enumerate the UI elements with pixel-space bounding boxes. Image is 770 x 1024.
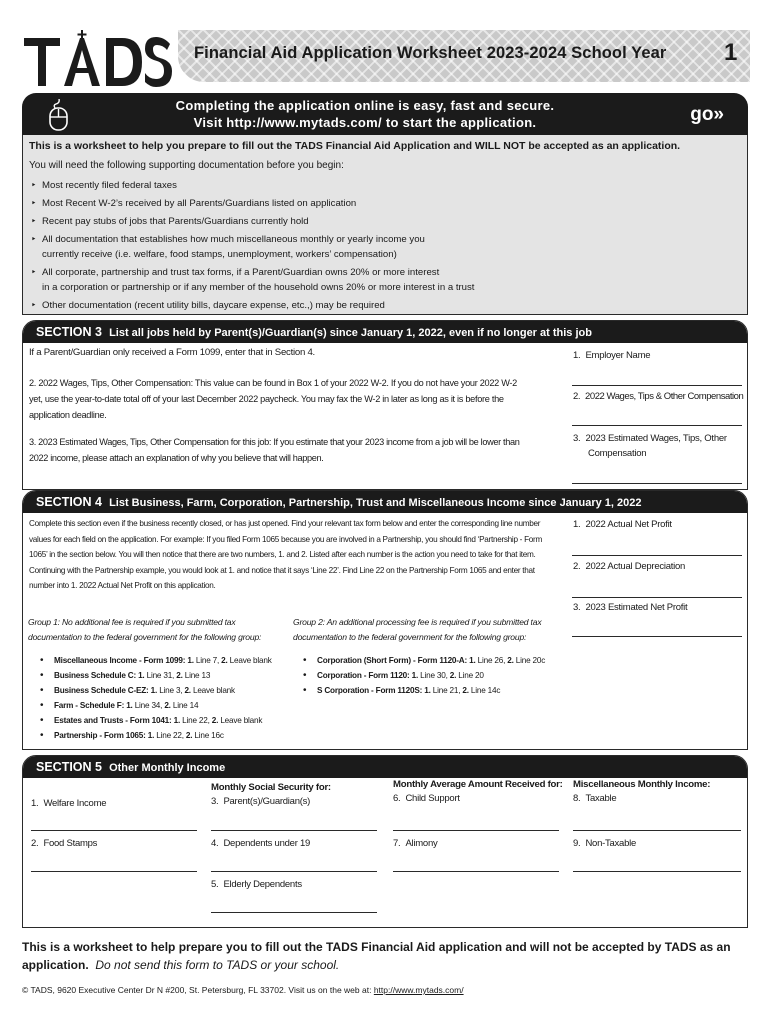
elderly-dependents-label: 5. Elderly Dependents xyxy=(211,879,302,890)
documentation-list xyxy=(29,178,474,316)
alimony-field[interactable] xyxy=(393,871,559,872)
section-5-title: Other Monthly Income xyxy=(109,762,226,774)
welfare-income-label: 1. Welfare Income xyxy=(31,798,107,809)
section-3-estimated-note: 3. 2023 Estimated Wages, Tips, Other Compensation for this job: If you estimate that your 2023 income from a job will be lower than 2022 income, please attach an explanation of why you believe that will happen. xyxy=(29,437,520,463)
tads-logo-graphic xyxy=(22,30,172,90)
taxable-field[interactable] xyxy=(573,830,741,831)
banner-line-1: Completing the application online is easy, fast and secure. xyxy=(175,98,555,113)
section-5 xyxy=(22,755,748,928)
wages-2023-field[interactable] xyxy=(572,483,742,484)
section-4-body xyxy=(23,513,747,750)
list-item: ‣ Recent pay stubs of jobs that Parents/Guardians currently hold xyxy=(29,214,474,229)
list-item: • S Corporation - Form 1120S: 1. Line 21, 2. Line 14c xyxy=(301,683,545,698)
list-item: ‣ Most recently filed federal taxes xyxy=(29,178,474,193)
section-3-number: SECTION 3 xyxy=(36,325,102,339)
list-item: ‣ All documentation that establishes how much miscellaneous monthly or yearly income you currently receive (i.e. welfare, food stamps, unemployment, workers’ compensation) xyxy=(29,232,474,262)
social-security-heading: Monthly Social Security for: xyxy=(211,782,331,793)
list-item: • Corporation - Form 1120: 1. Line 30, 2. Line 20 xyxy=(301,668,545,683)
page-title: Financial Aid Application Worksheet 2023-2024 School Year xyxy=(194,44,667,62)
depreciation-2022-field[interactable] xyxy=(572,597,742,598)
list-item: • Corporation (Short Form) - Form 1120-A: 1. Line 26, 2. Line 20c xyxy=(301,653,545,668)
welfare-income-field[interactable] xyxy=(31,830,197,831)
depreciation-2022-label: 2. 2022 Actual Depreciation xyxy=(573,561,686,572)
list-item: ‣ Most Recent W-2’s received by all Parents/Guardians listed on application xyxy=(29,196,474,211)
net-profit-2022-label: 1. 2022 Actual Net Profit xyxy=(573,519,672,530)
elderly-dependents-field[interactable] xyxy=(211,912,377,913)
list-item: • Farm - Schedule F: 1. Line 34, 2. Line 14 xyxy=(38,698,272,713)
section-5-header xyxy=(23,756,747,778)
parents-guardians-field[interactable] xyxy=(211,830,377,831)
intro-box xyxy=(22,135,748,315)
food-stamps-field[interactable] xyxy=(31,871,197,872)
misc-income-heading: Miscellaneous Monthly Income: xyxy=(573,779,711,790)
section-4-header xyxy=(23,491,747,513)
monthly-average-heading: Monthly Average Amount Received for: xyxy=(393,779,563,790)
employer-name-label: 1. Employer Name xyxy=(573,350,651,361)
section-3-body xyxy=(23,343,747,490)
non-taxable-label: 9. Non-Taxable xyxy=(573,838,637,849)
net-profit-2023-label: 3. 2023 Estimated Net Profit xyxy=(573,602,688,613)
section-4-title: List Business, Farm, Corporation, Partnership, Trust and Miscellaneous Income since January 1, 2022 xyxy=(109,497,642,509)
do-not-send-note: Do not send this form to TADS or your school. xyxy=(95,958,340,972)
employer-name-field[interactable] xyxy=(572,385,742,386)
list-item: • Partnership - Form 1065: 1. Line 22, 2. Line 16c xyxy=(38,728,272,743)
section-3-title: List all jobs held by Parent(s)/Guardian(s) since January 1, 2022, even if no longer at this job xyxy=(109,327,592,339)
intro-subheading: You will need the following supporting documentation before you begin: xyxy=(29,160,344,171)
dependents-under-19-label: 4. Dependents under 19 xyxy=(211,838,311,849)
parents-guardians-label: 3. Parent(s)/Guardian(s) xyxy=(211,796,311,807)
section-3-header xyxy=(23,321,747,343)
net-profit-2022-field[interactable] xyxy=(572,555,742,556)
alimony-label: 7. Alimony xyxy=(393,838,438,849)
section-3-wages-note: 2. 2022 Wages, Tips, Other Compensation: This value can be found in Box 1 of your 2022 W-2. If you do not have your 2022 W-2 yet, use the year-to-date total off of your last December 2022 paycheck. You may fax the W-2 in later as long as it is before the application deadline. xyxy=(29,378,517,420)
dependents-under-19-field[interactable] xyxy=(211,871,377,872)
copyright-line: © TADS, 9620 Executive Center Dr N #200, St. Petersburg, FL 33702. Visit us on the web at: http://www.mytads.com/ xyxy=(22,985,464,995)
wages-2023-label: 3. 2023 Estimated Wages, Tips, Other Compensation xyxy=(573,433,727,459)
group-2-heading: Group 2: An additional processing fee is required if you submitted tax documentation to the federal government for the following group: xyxy=(293,617,542,642)
section-3-intro: If a Parent/Guardian only received a Form 1099, enter that in Section 4. xyxy=(29,347,315,358)
list-item: • Business Schedule C: 1. Line 31, 2. Line 13 xyxy=(38,668,272,683)
list-item: • Miscellaneous Income - Form 1099: 1. Line 7, 2. Leave blank xyxy=(38,653,272,668)
online-application-banner xyxy=(22,93,748,135)
page-number: 1 xyxy=(724,39,738,66)
group-1-heading: Group 1: No additional fee is required if you submitted tax documentation to the federal government for the following group: xyxy=(28,617,262,642)
wages-2022-field[interactable] xyxy=(572,425,742,426)
list-item: • Business Schedule C-EZ: 1. Line 3, 2. Leave blank xyxy=(38,683,272,698)
net-profit-2023-field[interactable] xyxy=(572,636,742,637)
intro-lead: This is a worksheet to help you prepare to fill out the TADS Financial Aid Application and WILL NOT be accepted as an application. xyxy=(29,140,681,152)
tads-logo xyxy=(22,30,172,90)
mytads-link[interactable]: http://www.mytads.com/ xyxy=(373,985,464,995)
section-4-instructions: Complete this section even if the business recently closed, or has just opened. Find your relevant tax form below and enter the corresponding line number values for each field on the application. For example: If you filed Form 1065 because you are involved in a Partnership, you should find ‘Partnership - Form 1065’ in the section below. You will then notice that there are two numbers, 1. and 2. Listed after each number is the action you need to take for that item. Continuing with the Partnership example, you would look at 1. and notice that it says ‘Line 22’. Find Line 22 on the Partnership Form 1065 and enter that number into 1. 2022 Actual Net Profit on this application. xyxy=(29,519,542,590)
food-stamps-label: 2. Food Stamps xyxy=(31,838,98,849)
list-item: ‣ All corporate, partnership and trust tax forms, if a Parent/Guardian owns 20% or more interest in a corporation or partnership or if any member of the household owns 20% or more interest in a trust xyxy=(29,265,474,295)
list-item: • Estates and Trusts - Form 1041: 1. Line 22, 2. Leave blank xyxy=(38,713,272,728)
section-5-number: SECTION 5 xyxy=(36,760,102,774)
section-4-number: SECTION 4 xyxy=(36,495,102,509)
banner-line-2[interactable]: Visit http://www.mytads.com/ to start the application. xyxy=(193,115,537,130)
list-item: ‣ Other documentation (recent utility bills, daycare expense, etc.,) may be required xyxy=(29,298,474,313)
child-support-label: 6. Child Support xyxy=(393,793,460,804)
go-button[interactable]: go» xyxy=(690,104,724,125)
child-support-field[interactable] xyxy=(393,830,559,831)
group-1-list xyxy=(38,653,272,743)
wages-2022-label: 2. 2022 Wages, Tips & Other Compensation xyxy=(573,391,744,402)
non-taxable-field[interactable] xyxy=(573,871,741,872)
taxable-label: 8. Taxable xyxy=(573,793,617,804)
worksheet-notice: This is a worksheet to help prepare you to fill out the TADS Financial Aid application and will not be accepted by TADS as an application. Do not send this form to TADS or your school. xyxy=(22,940,731,972)
section-5-body xyxy=(23,778,747,928)
section-4 xyxy=(22,490,748,750)
section-3 xyxy=(22,320,748,490)
group-2-list xyxy=(301,653,545,698)
